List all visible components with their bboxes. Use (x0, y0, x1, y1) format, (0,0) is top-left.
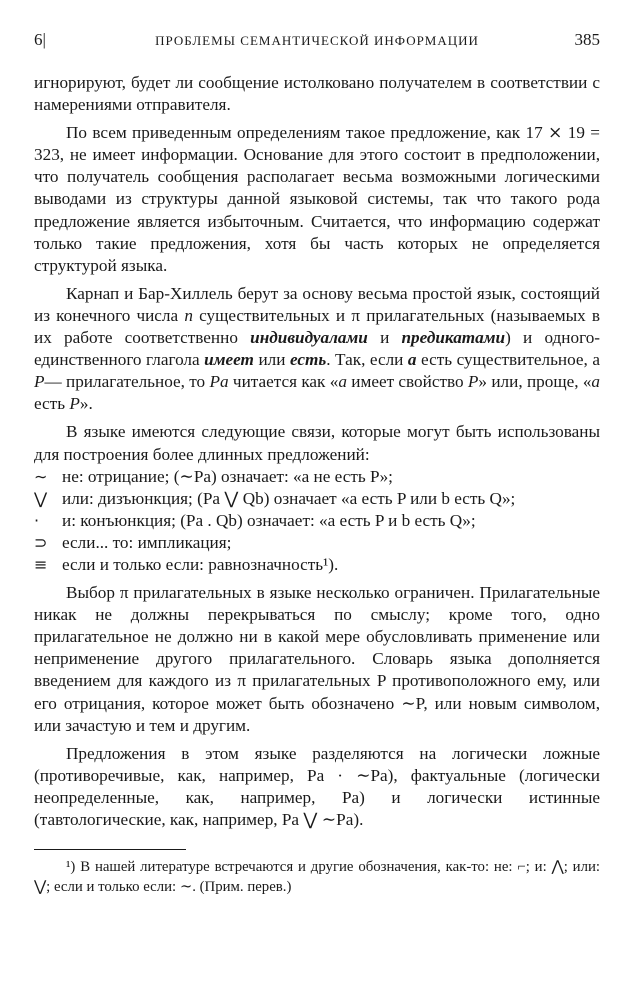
term-has: имеет (204, 350, 254, 370)
paragraph-3 (34, 283, 600, 416)
paragraph-5: Выбор π прилагательных в языке несколько ограничен. Прилагательные никак не должны перекрываться по смыслу; кроме того, одно прилагательное не должно ни в какой мере обусловливать применение или неприменение другого прилагательного. Словарь языка дополняется введением для каждого из π прилагательных P противоположного ему, или его отрицания, которое может быть обозначено ∼P, или новым символом, или зачастую и тем и другим. (34, 583, 600, 735)
p3-part-e: . Так, если (326, 350, 404, 370)
var-a-quote2: a (591, 372, 601, 392)
paragraph-6: Предложения в этом языке разделяются на логически ложные (противоречивые, как, например, Pa · ∼Pa), фактуальные (логически неопределенные, как, например, Pa) и логически истинные (тавтологические, как, например, Pa ⋁ ∼Pa). (34, 743, 600, 829)
connective-not: ∼ не: отрицание; (∼Pa) означает: «a не есть P»; (34, 466, 600, 488)
book-page (34, 28, 600, 912)
connective-implies: ⊃ если... то: импликация; (34, 532, 600, 554)
p3-part-j: » или, проще, « (478, 372, 592, 392)
negation-symbol: ∼ (34, 466, 48, 486)
var-P: P (34, 372, 45, 392)
connectives-list (34, 466, 600, 576)
term-predicates: предикатами (401, 328, 506, 348)
page-number: 385 (574, 30, 600, 49)
var-Pa: Pa (209, 372, 229, 392)
conjunction-symbol: · (34, 510, 40, 530)
var-a-quote1: a (338, 372, 347, 392)
p3-part-i: имеет свойство (346, 372, 468, 392)
paragraph-2: По всем приведенным определениям такое предложение, как 17 ⨯ 19 = 323, не имеет информации. Основание для этого состоит в предположении, что получатель сообщения располагает весьма возможными логическими выводами из структуры данной языковой системы, так что такого рода предложение является избыточным. Считается, что информацию содержат только такие предложения, хотя бы часть которых не определяется структурой языка. (34, 123, 600, 275)
p3-part-a: Карнап и Бар-Хиллель берут за основу весьма простой язык, состоящий из конечного числа (34, 283, 600, 325)
running-title: ПРОБЛЕМЫ СЕМАНТИЧЕСКОЙ ИНФОРМАЦИИ (155, 33, 479, 48)
var-n: n (184, 305, 193, 325)
connective-iff: ≡ если и только если: равнозначность¹). (34, 554, 600, 576)
footnote-rule (34, 849, 186, 850)
implication-symbol: ⊃ (34, 532, 48, 552)
term-is: есть (289, 350, 327, 370)
p3-part-b: существительных и (199, 305, 346, 325)
connective-and: · и: конъюнкция; (Pa . Qb) означает: «a есть P и b есть Q»; (34, 510, 600, 532)
p3-part-l: ». (79, 394, 93, 414)
p3-part-h: читается как « (232, 372, 339, 392)
p3-or: или (258, 350, 286, 370)
var-P-quote1: P (467, 372, 479, 392)
p3-part-d: ) и одного-единственного глагола (34, 328, 601, 370)
p3-part-c: прилагательных (называемых в их работе соответственно (34, 305, 601, 348)
p3-and: и (380, 328, 390, 348)
var-pi: π (351, 305, 360, 325)
running-header (34, 28, 600, 58)
disjunction-symbol: ⋁ (34, 488, 48, 508)
p3-part-g: — прилагательное, то (44, 372, 206, 392)
term-individuals: индивидуалами (250, 328, 368, 348)
p3-part-f: есть существительное, а (421, 350, 600, 370)
p3-part-k: есть (34, 394, 70, 414)
connective-or: ⋁ или: дизъюнкция; (Pa ⋁ Qb) означает «a есть P или b есть Q»; (34, 488, 600, 510)
equivalence-symbol: ≡ (34, 554, 48, 574)
footnote: ¹) В нашей литературе встречаются и другие обозначения, как-то: не: ⌐; и: ⋀; или: ⋁; если и только если: ∼. (Прим. перев.) (34, 859, 600, 895)
var-P-quote2: P (69, 394, 80, 414)
paragraph-4: В языке имеются следующие связи, которые могут быть использованы для построения более длинных предложений: (34, 422, 600, 464)
body-text (34, 72, 600, 831)
paragraph-1: игнорируют, будет ли сообщение истолковано получателем в соответствии с намерениями отправителя. (34, 73, 600, 115)
section-number: 6| (34, 30, 46, 49)
var-a: a (407, 350, 417, 370)
